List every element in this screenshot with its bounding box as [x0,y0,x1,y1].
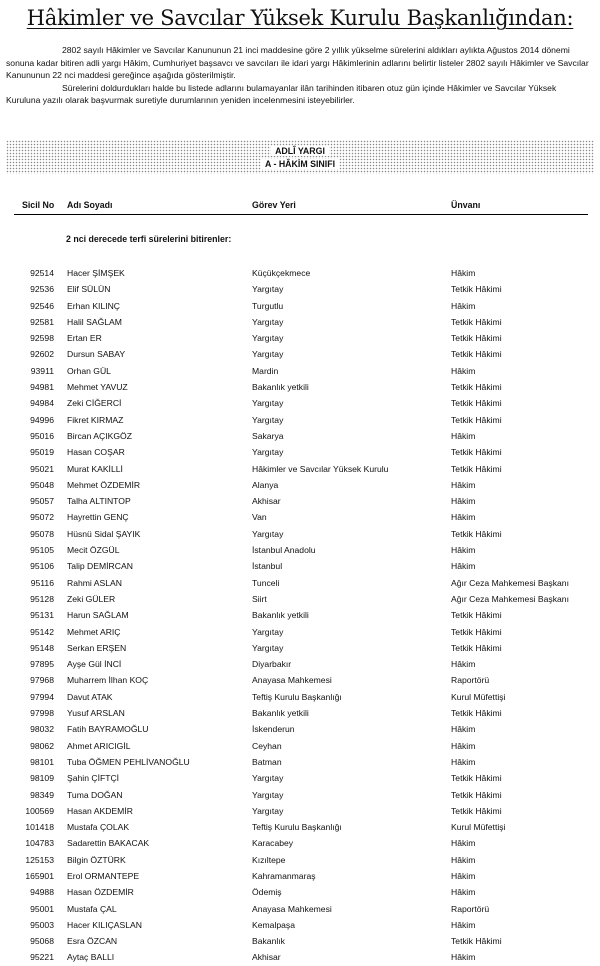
name-cell: Talha ALTINTOP [67,496,131,507]
name-cell: Şahin ÇİFTÇİ [67,773,120,784]
table-header [0,200,600,212]
duty-station-cell: Yargıtay [252,333,284,344]
title-cell: Hâkim [451,300,476,311]
duty-station-cell: Bakanlık yetkili [252,610,309,621]
band-heading-line-2: A - HÂKİM SINIFI [261,159,339,169]
table-row [0,721,600,737]
title-cell: Hâkim [451,365,476,376]
sicil-no-cell: 92536 [30,284,54,295]
sicil-no-cell: 94981 [30,382,54,393]
name-cell: Hasan ÖZDEMİR [67,887,134,898]
name-cell: Mustafa ÇOLAK [67,822,130,833]
name-cell: Tuma DOĞAN [67,789,123,800]
table-row [0,379,600,395]
title-cell: Hâkim [451,512,476,523]
table-row [0,852,600,868]
duty-station-cell: Yargıtay [252,398,284,409]
duty-station-cell: Hâkimler ve Savcılar Yüksek Kurulu [252,463,389,474]
title-cell: Hâkim [451,854,476,865]
title-cell: Tetkik Hâkimi [451,463,502,474]
table-row [0,787,600,803]
name-cell: Tuba ÖĞMEN PEHLİVANOĞLU [67,756,190,767]
title-cell: Hâkim [451,545,476,556]
name-cell: Hayrettin GENÇ [67,512,129,523]
duty-station-cell: Akhisar [252,496,281,507]
table-row [0,412,600,428]
table-row [0,803,600,819]
duty-station-cell: Alanya [252,479,279,490]
sicil-no-cell: 97998 [30,708,54,719]
name-cell: Erol ORMANTEPE [67,870,140,881]
sicil-no-cell: 95003 [30,919,54,930]
sicil-no-cell: 95105 [30,545,54,556]
sicil-no-cell: 92581 [30,316,54,327]
sicil-no-cell: 98349 [30,789,54,800]
title-cell: Tetkik Hâkimi [451,789,502,800]
duty-station-cell: Kemalpaşa [252,919,295,930]
name-cell: Elif SÜLÜN [67,284,111,295]
title-cell: Raportörü [451,675,490,686]
duty-station-cell: Kızıltepe [252,854,286,865]
duty-station-cell: İskenderun [252,724,295,735]
sicil-no-cell: 94984 [30,398,54,409]
intro-paragraph-1: 2802 sayılı Hâkimler ve Savcılar Kanununun 21 inci maddesine göre 2 yıllık yükselme sürelerini aldıkları aylıkta Ağustos 2014 dönemi sonuna kadar bitiren adli yargı Hâkim, Cumhuriyet başsavcı ve savcıları ile idari yargı Hâkimlerinin adlarını belirtir listeler 2802 sayılı Hâkimler ve Savcılar Kanununun 22 nci maddesi gereğince aşağıda gösterilmiştir. [6,45,589,81]
name-cell: Sadarettin BAKACAK [67,838,150,849]
sicil-no-cell: 97994 [30,691,54,702]
sicil-no-cell: 95048 [30,479,54,490]
table-row [0,672,600,688]
name-cell: Mustafa ÇAL [67,903,117,914]
sicil-no-cell: 165901 [25,870,54,881]
intro-text [6,44,592,107]
table-row [0,917,600,933]
title-cell: Hâkim [451,952,476,963]
sicil-no-cell: 125153 [25,854,54,865]
column-header-unvan: Ünvanı [451,200,481,210]
sicil-no-cell: 95116 [30,577,54,588]
table-row [0,281,600,297]
duty-station-cell: Kahramanmaraş [252,870,316,881]
name-cell: Ahmet ARICIGİL [67,740,131,751]
duty-station-cell: Sakarya [252,430,284,441]
table-row [0,363,600,379]
name-cell: Ayşe Gül İNCİ [67,659,122,670]
table-row [0,689,600,705]
duty-station-cell: Yargıtay [252,447,284,458]
table-row [0,346,600,362]
table-row [0,640,600,656]
sicil-no-cell: 98062 [30,740,54,751]
title-cell: Tetkik Hâkimi [451,708,502,719]
duty-station-cell: Yargıtay [252,805,284,816]
title-cell: Hâkim [451,268,476,278]
intro-paragraph-2: Sürelerini doldurdukları halde bu listede adlarını bulamayanlar ilân tarihinden itibaren otuz gün içinde Hâkimler ve Savcılar Yüksek Kuruluna yazılı olarak başvurmak suretiyle durumlarının yeniden incelenmesini isteyebilirler. [6,82,557,106]
title-cell: Tetkik Hâkimi [451,349,502,360]
duty-station-cell: Batman [252,756,282,767]
name-cell: Zeki CİĞERCİ [67,398,122,409]
table-body [0,265,600,966]
title-cell: Hâkim [451,724,476,735]
name-cell: Bircan AÇIKGÖZ [67,430,132,441]
table-row [0,607,600,623]
sicil-no-cell: 95016 [30,430,54,441]
name-cell: Talip DEMİRCAN [67,561,133,572]
name-cell: Hacer ŞİMŞEK [67,268,125,278]
title-cell: Tetkik Hâkimi [451,447,502,458]
duty-station-cell: Yargıtay [252,626,284,637]
sicil-no-cell: 94996 [30,414,54,425]
table-row [0,265,600,281]
table-row [0,461,600,477]
header-rule [14,214,588,215]
title-cell: Hâkim [451,496,476,507]
name-cell: Ertan ER [67,333,102,344]
table-row [0,949,600,965]
sicil-no-cell: 93911 [30,365,54,376]
section-heading: 2 nci derecede terfi sürelerini bitirenler: [66,234,232,244]
duty-station-cell: Küçükçekmece [252,268,311,278]
duty-station-cell: Teftiş Kurulu Başkanlığı [252,691,342,702]
sicil-no-cell: 95072 [30,512,54,523]
title-cell: Hâkim [451,740,476,751]
duty-station-cell: Yargıtay [252,642,284,653]
sicil-no-cell: 95068 [30,936,54,947]
title-cell: Tetkik Hâkimi [451,936,502,947]
sicil-no-cell: 92598 [30,333,54,344]
title-cell: Hâkim [451,756,476,767]
duty-station-cell: Anayasa Mahkemesi [252,675,332,686]
title-cell: Tetkik Hâkimi [451,414,502,425]
sicil-no-cell: 98101 [30,756,54,767]
name-cell: Rahmi ASLAN [67,577,122,588]
table-row [0,835,600,851]
sicil-no-cell: 101418 [25,822,54,833]
table-row [0,868,600,884]
name-cell: Hacer KILIÇASLAN [67,919,142,930]
sicil-no-cell: 97968 [30,675,54,686]
table-row [0,428,600,444]
title-cell: Hâkim [451,838,476,849]
sicil-no-cell: 92546 [30,300,54,311]
duty-station-cell: Yargıtay [252,349,284,360]
name-cell: Muharrem İlhan KOÇ [67,675,149,686]
name-cell: Hasan COŞAR [67,447,125,458]
table-row [0,509,600,525]
duty-station-cell: Turgutlu [252,300,284,311]
duty-station-cell: Bakanlık yetkili [252,708,309,719]
table-row [0,656,600,672]
document-title: Hâkimler ve Savcılar Yüksek Kurulu Başkanlığından: [26,6,574,30]
title-cell: Hâkim [451,887,476,898]
sicil-no-cell: 92514 [30,268,54,278]
column-header-ad: Adı Soyadı [67,200,113,210]
duty-station-cell: İstanbul [252,561,283,572]
table-row [0,542,600,558]
table-row [0,819,600,835]
duty-station-cell: Yargıtay [252,284,284,295]
name-cell: Halil SAĞLAM [67,316,122,327]
table-row [0,591,600,607]
sicil-no-cell: 95106 [30,561,54,572]
name-cell: Orhan GÜL [67,365,111,376]
duty-station-cell: Teftiş Kurulu Başkanlığı [252,822,342,833]
duty-station-cell: Yargıtay [252,528,284,539]
duty-station-cell: Tunceli [252,577,280,588]
table-row [0,754,600,770]
sicil-no-cell: 95021 [30,463,54,474]
name-cell: Aytaç BALLI [67,952,115,963]
duty-station-cell: Mardin [252,365,279,376]
table-row [0,884,600,900]
name-cell: Zeki GÜLER [67,593,116,604]
name-cell: Harun SAĞLAM [67,610,129,621]
duty-station-cell: Anayasa Mahkemesi [252,903,332,914]
name-cell: Fatih BAYRAMOĞLU [67,724,149,735]
title-cell: Tetkik Hâkimi [451,284,502,295]
table-row [0,298,600,314]
sicil-no-cell: 95128 [30,593,54,604]
duty-station-cell: Ceyhan [252,740,282,751]
duty-station-cell: Van [252,512,267,523]
table-row [0,558,600,574]
sicil-no-cell: 95221 [30,952,54,963]
table-row [0,526,600,542]
duty-station-cell: Yargıtay [252,414,284,425]
duty-station-cell: Yargıtay [252,789,284,800]
name-cell: Murat KAKİLLİ [67,463,123,474]
sicil-no-cell: 104783 [25,838,54,849]
name-cell: Mehmet ARIÇ [67,626,121,637]
sicil-no-cell: 92602 [30,349,54,360]
title-cell: Tetkik Hâkimi [451,528,502,539]
name-cell: Hüsnü Sidal ŞAYIK [67,528,141,539]
name-cell: Mehmet YAVUZ [67,382,128,393]
sicil-no-cell: 95057 [30,496,54,507]
title-cell: Kurul Müfettişi [451,822,506,833]
name-cell: Mecit ÖZGÜL [67,545,120,556]
name-cell: Yusuf ARSLAN [67,708,125,719]
sicil-no-cell: 94988 [30,887,54,898]
table-row [0,395,600,411]
name-cell: Bilgin ÖZTÜRK [67,854,126,865]
duty-station-cell: Bakanlık yetkili [252,382,309,393]
name-cell: Dursun SABAY [67,349,126,360]
title-cell: Tetkik Hâkimi [451,382,502,393]
table-row [0,314,600,330]
table-row [0,477,600,493]
sicil-no-cell: 98109 [30,773,54,784]
sicil-no-cell: 95001 [30,903,54,914]
title-cell: Ağır Ceza Mahkemesi Başkanı [451,593,569,604]
sicil-no-cell: 98032 [30,724,54,735]
name-cell: Hasan AKDEMİR [67,805,133,816]
title-cell: Hâkim [451,479,476,490]
title-cell: Tetkik Hâkimi [451,610,502,621]
title-cell: Hâkim [451,659,476,670]
sicil-no-cell: 95131 [30,610,54,621]
title-cell: Tetkik Hâkimi [451,626,502,637]
title-cell: Tetkik Hâkimi [451,773,502,784]
band-heading [0,145,600,170]
sicil-no-cell: 100569 [25,805,54,816]
title-cell: Tetkik Hâkimi [451,642,502,653]
sicil-no-cell: 95142 [30,626,54,637]
sicil-no-cell: 97895 [30,659,54,670]
duty-station-cell: Yargıtay [252,773,284,784]
duty-station-cell: Ödemiş [252,887,282,898]
table-row [0,624,600,640]
table-row [0,330,600,346]
title-cell: Raportörü [451,903,490,914]
title-cell: Tetkik Hâkimi [451,316,502,327]
name-cell: Fikret KIRMAZ [67,414,124,425]
column-header-gorev: Görev Yeri [252,200,296,210]
table-row [0,575,600,591]
title-cell: Hâkim [451,430,476,441]
table-row [0,705,600,721]
duty-station-cell: Diyarbakır [252,659,292,670]
title-cell: Ağır Ceza Mahkemesi Başkanı [451,577,569,588]
column-header-sicil: Sicil No [22,200,55,210]
title-cell: Hâkim [451,561,476,572]
title-cell: Hâkim [451,870,476,881]
title-cell: Hâkim [451,919,476,930]
duty-station-cell: Siirt [252,593,267,604]
sicil-no-cell: 95019 [30,447,54,458]
name-cell: Mehmet ÖZDEMİR [67,479,141,490]
table-row [0,738,600,754]
sicil-no-cell: 95148 [30,642,54,653]
table-row [0,493,600,509]
title-cell: Tetkik Hâkimi [451,398,502,409]
title-cell: Tetkik Hâkimi [451,333,502,344]
duty-station-cell: Akhisar [252,952,281,963]
name-cell: Erhan KILINÇ [67,300,121,311]
name-cell: Serkan ERŞEN [67,642,127,653]
title-cell: Kurul Müfettişi [451,691,506,702]
name-cell: Esra ÖZCAN [67,936,118,947]
duty-station-cell: Yargıtay [252,316,284,327]
table-row [0,933,600,949]
sicil-no-cell: 95078 [30,528,54,539]
duty-station-cell: Karacabey [252,838,294,849]
band-heading-line-1: ADLÎ YARGI [271,146,329,156]
duty-station-cell: Bakanlık [252,936,285,947]
name-cell: Davut ATAK [67,691,113,702]
title-cell: Tetkik Hâkimi [451,805,502,816]
table-row [0,444,600,460]
table-row [0,901,600,917]
duty-station-cell: İstanbul Anadolu [252,545,316,556]
table-row [0,770,600,786]
